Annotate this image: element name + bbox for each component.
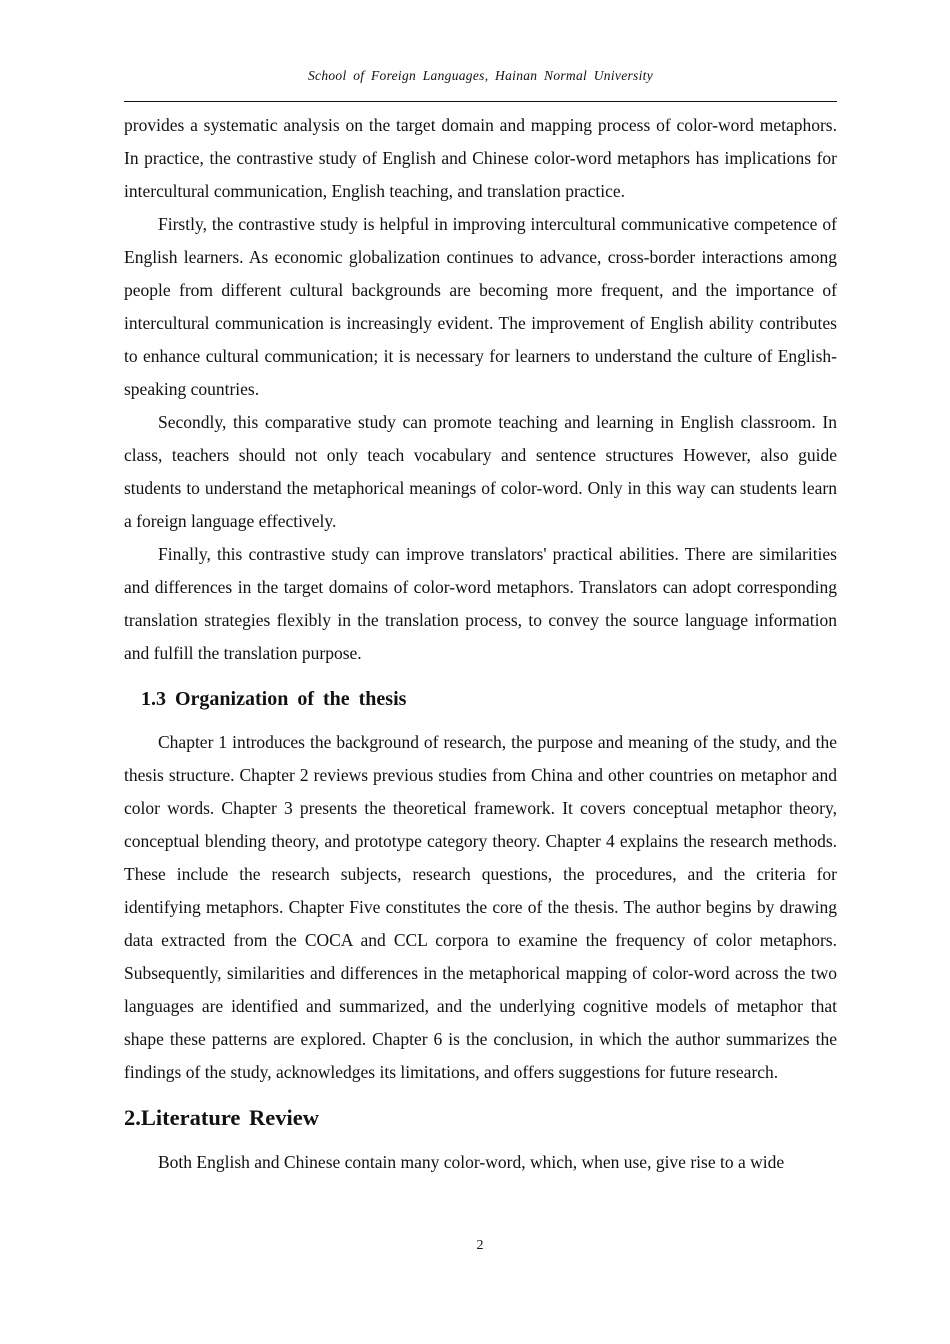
paragraph-continuation: provides a systematic analysis on the target domain and mapping process of color-word metaphors. In practice, the contrastive study of English and Chinese color-word metaphors has implications for intercultural communication, English teaching, and translation practice. <box>124 115 837 201</box>
paragraph-organization: Chapter 1 introduces the background of research, the purpose and meaning of the study, and the thesis structure. Chapter 2 reviews previous studies from China and other countries on metaphor and color words. Chapter 3 presents the theoretical framework. It covers conceptual metaphor theory, conceptual blending theory, and prototype category theory. Chapter 4 explains the research methods. These include the research subjects, research questions, the procedures, and the criteria for identifying metaphors. Chapter Five constitutes the core of the thesis. The author begins by drawing data extracted from the COCA and CCL corpora to examine the frequency of color metaphors. Subsequently, similarities and differences in the metaphorical mapping of color-word across the two languages are identified and summarized, and the underlying cognitive models of metaphor that shape these patterns are explored. Chapter 6 is the conclusion, in which the author summarizes the findings of the study, acknowledges its limitations, and offers suggestions for future research. <box>124 732 837 1082</box>
paragraph-finally: Finally, this contrastive study can improve translators' practical abilities. There are similarities and differences in the target domains of color-word metaphors. Translators can adopt corresponding translation strategies flexibly in the translation process, to convey the source language information and fulfill the translation purpose. <box>124 544 837 663</box>
running-header: School of Foreign Languages, Hainan Normal University <box>307 68 653 83</box>
page-body <box>124 109 837 1179</box>
header-rule <box>124 101 837 102</box>
chapter-heading-literature-review: 2.Literature Review <box>124 1105 320 1130</box>
paragraph-literature-start: Both English and Chinese contain many color-word, which, when use, give rise to a wide <box>158 1152 785 1172</box>
page-number: 2 <box>476 1238 484 1253</box>
paragraph-firstly: Firstly, the contrastive study is helpful in improving intercultural communicative competence of English learners. As economic globalization continues to advance, cross-border interactions among people from different cultural backgrounds are becoming more frequent, and the importance of intercultural communication is increasingly evident. The improvement of English ability contributes to enhance cultural communication; it is necessary for learners to understand the culture of English-speaking countries. <box>124 214 837 399</box>
section-heading-1-3: 1.3 Organization of the thesis <box>141 688 407 710</box>
paragraph-secondly: Secondly, this comparative study can promote teaching and learning in English classroom. In class, teachers should not only teach vocabulary and sentence structures However, also guide students to understand the metaphorical meanings of color-word. Only in this way can students learn a foreign language effectively. <box>124 412 837 531</box>
